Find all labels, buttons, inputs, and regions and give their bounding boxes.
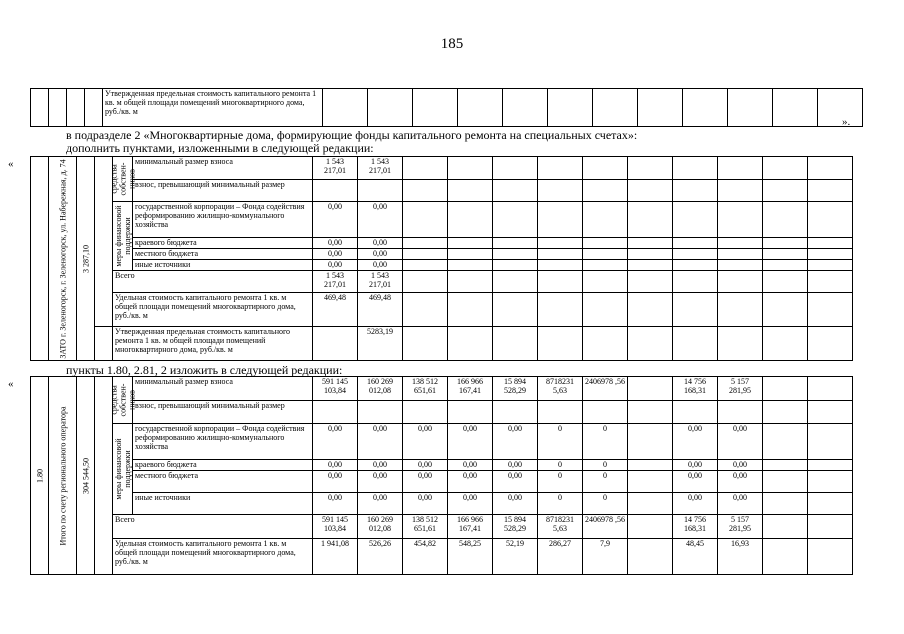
operator-name-cell: [49, 377, 77, 575]
cell-value: 0: [538, 493, 583, 515]
row-label: краевого бюджета: [133, 238, 313, 249]
cell-value: 0,00: [358, 471, 403, 493]
cell-value: 48,45: [673, 539, 718, 575]
cell-value: 0,00: [313, 238, 358, 249]
cell-value: 166 966 167,41: [448, 377, 493, 401]
row-label: краевого бюджета: [133, 460, 313, 471]
cell-value: [628, 493, 673, 515]
cell-value: 0,00: [313, 260, 358, 271]
address-cell: [49, 157, 77, 361]
cell-value: 0,00: [718, 493, 763, 515]
cell-value: 0: [583, 493, 628, 515]
unit-cost-label: Удельная стоимость капитального ремонта 1 кв. м общей площади помещений многоквартирного дома, руб./кв. м: [113, 539, 313, 575]
cell-value: 2406978 ,56: [583, 377, 628, 401]
cell-value: [628, 515, 673, 539]
cell-value: 0,00: [448, 424, 493, 460]
cell-value: 0: [538, 460, 583, 471]
cell-value: 5 157 281,95: [718, 377, 763, 401]
top-row-label: Утвержденная предельная стоимость капитального ремонта 1 кв. м общей площади помещений многоквартирного дома, руб./кв. м: [103, 89, 323, 127]
cell-value: 5283,19: [358, 327, 403, 361]
cell-value: 1 941,08: [313, 539, 358, 575]
opening-quote-1: «: [8, 158, 14, 170]
cell-value: [628, 460, 673, 471]
cell-value: 0: [583, 471, 628, 493]
subsection-text: в подразделе 2 «Многоквартирные дома, формирующие фонды капитального ремонта на специальных счетах»:: [66, 128, 638, 142]
cell-value: 0,00: [718, 471, 763, 493]
cell-value: 7,9: [583, 539, 628, 575]
cell-value: 0,00: [493, 460, 538, 471]
cell-value: 0,00: [403, 424, 448, 460]
cell-value: 0,00: [673, 493, 718, 515]
cell-value: 0: [538, 424, 583, 460]
cell-value: 0,00: [358, 202, 403, 238]
cell-value: 0,00: [313, 471, 358, 493]
cell-value: 0,00: [718, 424, 763, 460]
cell-value: 0,00: [403, 460, 448, 471]
cell-value: 5 157 281,95: [718, 515, 763, 539]
cell-value: 1 543 217,01: [313, 157, 358, 180]
item-number: 1.80: [35, 468, 44, 483]
area-cell-2: [77, 377, 95, 575]
cell-value: 1 543 217,01: [358, 271, 403, 293]
cell-value: 0,00: [313, 460, 358, 471]
cell-value: 548,25: [448, 539, 493, 575]
address-text: ЗАТО г. Зеленогорск, г. Зеленогорск, ул. Набережная, д. 74: [58, 158, 67, 359]
cell-value: 0,00: [358, 249, 403, 260]
row-label: государственной корпорации – Фонда содействия реформированию жилищно-коммунального хозяйства: [133, 424, 313, 460]
cell-value: 14 756 168,31: [673, 377, 718, 401]
cell-value: 0,00: [358, 493, 403, 515]
limit-cost-label: Утвержденная предельная стоимость капитального ремонта 1 кв. м общей площади помещений многоквартирного дома, руб./кв. м: [113, 327, 313, 361]
cell-value: 591 145 103,84: [313, 515, 358, 539]
cell-value: 0,00: [313, 493, 358, 515]
cell-value: 0,00: [313, 249, 358, 260]
cell-value: 0,00: [448, 493, 493, 515]
cell-value: 14 756 168,31: [673, 515, 718, 539]
cell-value: 454,82: [403, 539, 448, 575]
total-label: Всего: [113, 271, 313, 293]
cell-value: 160 269 012,08: [358, 515, 403, 539]
owners-group-cell: средства собствен-ников: [113, 157, 133, 202]
cell-value: 52,19: [493, 539, 538, 575]
row-label: иные источники: [133, 493, 313, 515]
cell-value: 526,26: [358, 539, 403, 575]
cell-value: 0,00: [403, 493, 448, 515]
operator-name: Итого по счету регионального оператора: [58, 405, 67, 546]
cell-value: 16,93: [718, 539, 763, 575]
cell-value: 138 512 651,61: [403, 515, 448, 539]
cell-value: [628, 539, 673, 575]
area-text-2: 304 544,50: [81, 457, 90, 494]
cell-value: 138 512 651,61: [403, 377, 448, 401]
cell-value: [628, 424, 673, 460]
cell-value: 0,00: [358, 260, 403, 271]
area-text: 3 287,10: [81, 244, 90, 273]
cell-value: 0,00: [448, 460, 493, 471]
cell-value: 8718231 5,63: [538, 377, 583, 401]
page-number: 185: [440, 36, 464, 52]
cell-value: 0: [583, 424, 628, 460]
cell-value: [628, 377, 673, 401]
owners-group: средства собствен-ников: [109, 383, 136, 417]
cell-value: 0,00: [403, 471, 448, 493]
cell-value: 0: [538, 471, 583, 493]
row-label: минимальный размер взноса: [133, 377, 313, 401]
cell-value: 15 894 528,29: [493, 515, 538, 539]
cell-value: 591 145 103,84: [313, 377, 358, 401]
points-text: пункты 1.80, 2.81, 2 изложить в следующей редакции:: [66, 363, 343, 377]
row-label: иные источники: [133, 260, 313, 271]
row-label: местного бюджета: [133, 471, 313, 493]
cell-value: 0,00: [493, 471, 538, 493]
cell-value: 0,00: [493, 424, 538, 460]
cell-value: [628, 471, 673, 493]
cell-value: 160 269 012,08: [358, 377, 403, 401]
cell-value: 0,00: [718, 460, 763, 471]
housing-table-2: [30, 376, 853, 575]
row-label: местного бюджета: [133, 249, 313, 260]
cell-value: 0,00: [313, 202, 358, 238]
cell-value: 0,00: [673, 460, 718, 471]
support-group-cell: меры финансовой поддержки: [113, 202, 133, 271]
cell-value: 1 543 217,01: [358, 157, 403, 180]
cell-value: 0,00: [448, 471, 493, 493]
opening-quote-2: «: [8, 378, 14, 390]
row-label: государственной корпорации – Фонда содействия реформированию жилищно-коммунального хозяйства: [133, 202, 313, 238]
cell-value: 166 966 167,41: [448, 515, 493, 539]
unit-cost-label: Удельная стоимость капитального ремонта 1 кв. м общей площади помещений многоквартирного дома, руб./кв. м: [113, 293, 313, 327]
cell-value: 0,00: [493, 493, 538, 515]
total-label: Всего: [113, 515, 313, 539]
item-number-cell: [31, 377, 49, 575]
row-label: минимальный размер взноса: [133, 157, 313, 180]
cell-value: 0,00: [673, 424, 718, 460]
cell-value: 0,00: [313, 424, 358, 460]
cell-value: 15 894 528,29: [493, 377, 538, 401]
cell-value: 1 543 217,01: [313, 271, 358, 293]
cell-value: 8718231 5,63: [538, 515, 583, 539]
cell-value: [313, 327, 358, 361]
cell-value: 469,48: [358, 293, 403, 327]
cell-value: 2406978 ,56: [583, 515, 628, 539]
cell-value: 469,48: [313, 293, 358, 327]
area-cell: [77, 157, 95, 361]
row-label: взнос, превышающий минимальный размер: [133, 180, 313, 202]
support-group: меры финансовой поддержки: [113, 438, 132, 500]
cell-value: 0: [583, 460, 628, 471]
row-label: взнос, превышающий минимальный размер: [133, 401, 313, 424]
cell-value: 0,00: [358, 424, 403, 460]
add-items-text: дополнить пунктами, изложенными в следующей редакции:: [66, 141, 374, 155]
closing-quote: ».: [842, 116, 851, 128]
cell-value: 0,00: [358, 460, 403, 471]
cell-value: 0,00: [358, 238, 403, 249]
cell-value: 286,27: [538, 539, 583, 575]
housing-table-1: [30, 156, 853, 361]
cell-value: 0,00: [673, 471, 718, 493]
continuation-table: [30, 88, 863, 127]
